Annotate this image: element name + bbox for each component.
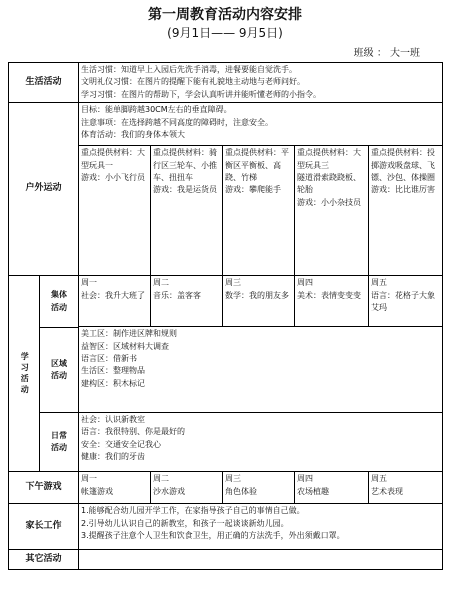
outdoor-info <box>79 103 443 146</box>
area-header: 区域活动 <box>40 328 78 413</box>
life-header: 生活活动 <box>9 63 79 103</box>
group-row <box>9 276 443 327</box>
afternoon-header: 下午游戏 <box>9 472 79 504</box>
daily-line: 安全：交通安全记我心 <box>81 439 161 449</box>
study-cell <box>9 276 79 472</box>
outdoor-cell-tue: 重点提供材料：骑行区三轮车、小推车、扭扭车 游戏：我是运货员 <box>151 146 223 276</box>
daily-header: 日常活动 <box>51 430 67 453</box>
life-content <box>79 63 443 103</box>
page-title: 第一周教育活动内容安排 <box>148 7 302 23</box>
area-line: 语言区：借新书 <box>81 353 137 363</box>
daily-line: 健康：我们的牙齿 <box>81 452 145 462</box>
life-line: 生活习惯：知道早上入园后先洗手消毒，进餐要能自觉洗手。 <box>81 65 297 74</box>
outdoor-header: 户外运动 <box>9 103 79 276</box>
parents-header: 家长工作 <box>9 504 79 550</box>
outdoor-line: 注意事项：在选择跨越不同高度的障碍时，注意安全。 <box>81 117 273 127</box>
outdoor-line: 体育活动：我们的身体本领大 <box>81 129 185 139</box>
area-content <box>79 327 443 413</box>
parents-line: 1.能够配合幼儿园开学工作，在家指导孩子自己的事情自己做。 <box>81 506 305 516</box>
parents-content <box>79 504 443 550</box>
afternoon-cell-tue: 周二 沙水游戏 <box>151 472 223 504</box>
area-line: 建构区：积木标记 <box>81 378 145 388</box>
outdoor-info-row <box>9 103 443 146</box>
class-label: 班级 ： 大一班 <box>353 48 420 59</box>
group-cell-thu: 周四 美术：表情变变变 <box>295 276 369 327</box>
area-line: 美工区：制作进区牌和规则 <box>81 329 177 339</box>
group-cell-mon: 周一 社会：我升大班了 <box>79 276 151 327</box>
afternoon-cell-thu: 周四 农场植趣 <box>295 472 369 504</box>
group-header: 集体活动 <box>40 276 78 328</box>
parents-line: 3.提醒孩子注意个人卫生和饮食卫生，用正确的方法洗手，外出须戴口罩。 <box>81 530 345 540</box>
life-row <box>9 63 443 103</box>
area-line: 生活区：整理物品 <box>81 366 145 376</box>
outdoor-line: 目标：能单脚跨越30CM左右的垂直障碍。 <box>81 105 232 115</box>
life-line: 文明礼仪习惯：在图片的提醒下能有礼貌地主动地与老师问好。 <box>81 77 305 87</box>
parents-line: 2.引导幼儿认识自己的新教室，和孩子一起谈谈新幼儿园。 <box>81 518 289 528</box>
study-sub-headers <box>40 276 79 471</box>
afternoon-cell-mon: 周一 帐篷游戏 <box>79 472 151 504</box>
group-cell-wed: 周三 数学：我的朋友多 <box>223 276 295 327</box>
study-header-cell <box>9 276 40 471</box>
other-content <box>79 550 443 570</box>
group-cell-fri: 周五 语言：花格子大象艾玛 <box>369 276 443 327</box>
parents-row <box>9 504 443 550</box>
schedule-table <box>8 62 443 570</box>
life-line: 学习习惯：在图片的帮助下，学会认真听讲并能听懂老师的小指令。 <box>81 89 321 99</box>
daily-line: 语言：我很特别、你是最好的 <box>81 427 185 437</box>
daily-line: 社会：认识新教室 <box>81 414 145 424</box>
afternoon-cell-wed: 周三 角色体验 <box>223 472 295 504</box>
other-header: 其它活动 <box>9 550 79 570</box>
afternoon-row <box>9 472 443 504</box>
study-header: 学习活动 <box>20 351 30 396</box>
afternoon-cell-fri: 周五 艺术表现 <box>369 472 443 504</box>
other-row <box>9 550 443 570</box>
group-cell-tue: 周二 音乐：盖客客 <box>151 276 223 327</box>
outdoor-cell-thu: 重点提供材料：大型玩具三 隧道滑索跷跷板、轮胎 游戏：小小杂技员 <box>295 146 369 276</box>
outdoor-cell-mon: 重点提供材料：大型玩具一 游戏：小小飞行员 <box>79 146 151 276</box>
daily-content <box>79 412 443 471</box>
area-line: 益智区：区域材料大调查 <box>81 341 169 351</box>
outdoor-cell-wed: 重点提供材料：平衡区平衡板、高跷、竹梯 游戏：攀爬能手 <box>223 146 295 276</box>
date-range: (9月1日—— 9月5日) <box>167 26 283 40</box>
outdoor-cell-fri: 重点提供材料：投掷游戏吸盘球、飞镖、沙包、体操圈 游戏：比比谁厉害 <box>369 146 443 276</box>
